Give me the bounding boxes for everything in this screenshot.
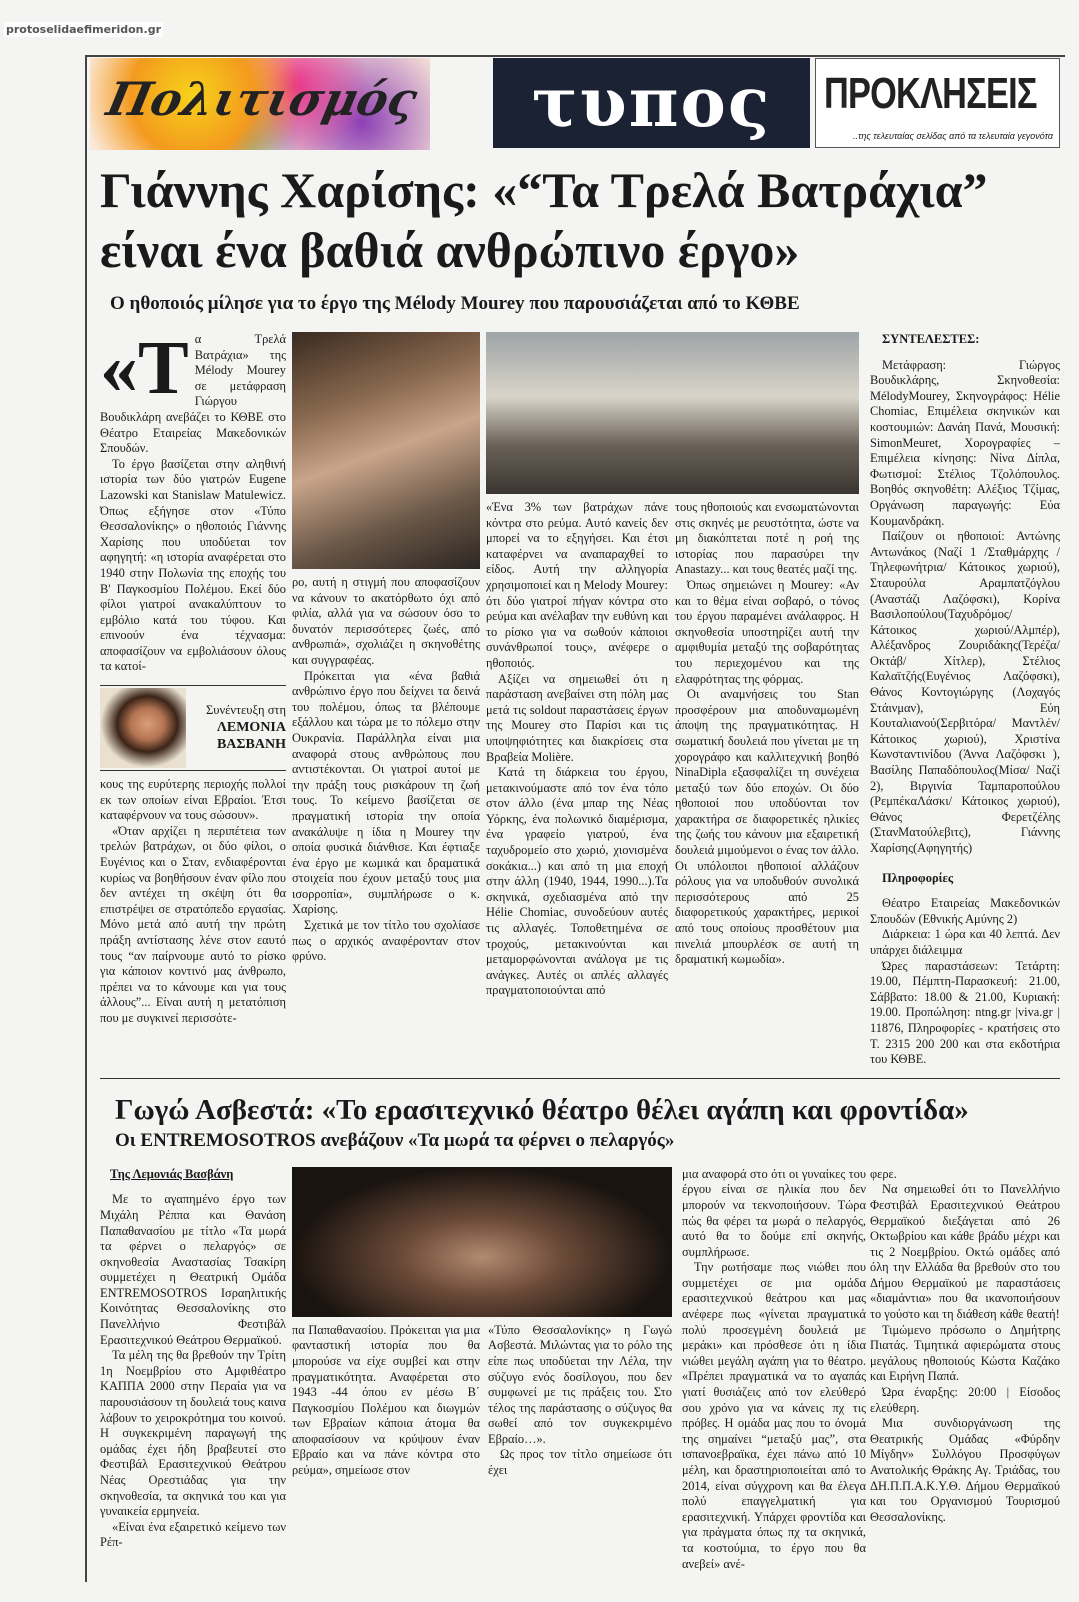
section-logo: Πολιτισμός bbox=[90, 58, 430, 150]
subheadline: Ο ηθοποιός μίλησε για το έργο της Mélody Mourey που παρουσιάζεται από το ΚΘΒΕ bbox=[110, 293, 800, 314]
article1-body bbox=[100, 326, 1060, 1068]
newspaper-logo: τυπος bbox=[493, 58, 810, 148]
article1-column-1-top: «Τ α Τρελά Βατράχια» της Mélody Mourey σε μετάφραση Γιώργου Βουδικλάρη ανεβάζει το ΚΘΒΕ στο Θέατρο Εταιρείας Μακεδονικών Σπουδών. Το έργο βασίζεται στην αληθινή ιστορία των δύο γιατρών Eugene Lazowski και Stanislaw Matulewicz. Όπως εξήγησε στον «Τύπο Θεσσαλονίκης» ο ηθοποιός Γιάννης Χαρίσης που υποδύεται τον αφηγητή: «η ιστορία αναφέρεται στο 1940 στην Πολωνία της εποχής του Β' Παγκοσμίου Πολέμου. Εκεί δύο φίλοι γιατροί ανακαλύπτουν το εμβόλιο κατά του τύφου. Και επινοούν ένα τέχνασμα: αποφασίζουν να εμβολιάσουν όλους τα κατοί- bbox=[100, 326, 286, 674]
article2-center bbox=[292, 1167, 672, 1479]
author-photo bbox=[100, 688, 186, 768]
credits-box: ΣΥΝΤΕΛΕΣΤΕΣ: Μετάφραση: Γιώργος Βουδικλάρης, Σκηνοθεσία: MélodyMourey, Σκηνογράφος: Hélie Chomiac, Επιμέλεια σκηνικών και κοστουμιών: Δανάη Πανά, Μουσική: SimonMeuret, Χορογραφίες – Επιμέλεια κίνησης: Νίνα Δίπλα, Φωτισμοί: Στέλιος Τζολόπουλος. Βοηθός σκηνοθέτη: Αλέξιος Τζίμας, Οργάνωση παραγωγής: Εύα Κουμανδράκη. Παίζουν οι ηθοποιοί: Αντώνης Αντωνάκος (Ναζί 1 /Σταθμάρχης /Τηλεφωνήτρια/ Κάτοικος χωριού), Σταυρούλα Αραμπατζόγλου (Αναστάζι Λαζόφσκι), Κορίνα Βασιλοπούλου(Ταχυδρόμος/ Κάτοικος χωριού/Αλμπέρ), Αλέξανδρος Ζουριδάκης(Τερέζα/ Οκτάβ/ Χίτλερ), Στέλιος Καλαϊτζής(Ευγένιος Λαζόφσκι), Θάνος Κοντογιώργης (Λοχαγός Στάινμαν), Εύη Κουταλιανού(Σερβιτόρα/ Μαντλέν/ Κάτοικος χωριού), Χριστίνα Κωνσταντινίδου (Άννα Λαζόφσκι ), Βασίλης Παπαδόπουλος(Μίσα/ Ναζί 2), Βιργινία Ταμπαροπούλου (ΡεμπέκαΛάσκι/ Κάτοικος χωριού), Θάνος Φερετζέλης (ΣτανΜατούλεβιτς), Γιάννης Χαρίσης(Αφηγητής) Πληροφορίες Θέατρο Εταιρείας Μακεδονικών Σπουδών (Εθνικής Αμύνης 2) Διάρκεια: 1 ώρα και 40 λεπτά. Δεν υπάρχει διάλειμμα Ώρες παραστάσεων: Τετάρτη: 19.00, Πέμπτη-Παρασκευή: 21.00, Σάββατο: 18.00 & 21.00, Κυριακή: 19.00. Προπώληση: ntng.gr |viva.gr | 11876, Πληροφορίες - κρατήσεις στο Τ. 2315 200 200 και στα εκδοτήρια του ΚΘΒΕ. bbox=[870, 332, 1060, 1067]
article1-column-2: ρο, αυτή η στιγμή που αποφασίζουν να κάνουν το ακατόρθωτο όχι από φιλία, αλλά για να σώσουν όσο το δυνατόν περισσότερες ζωές, από ανθρωπιά», σχολιάζει η σκηνοθέτης και συγγραφέας. Πρόκειται για «ένα βαθιά ανθρώπινο έργο που δείχνει τα δεινά του πολέμου, όπως τα βλέπουμε εξάλλου και τώρα με το πόλεμο στην Ουκρανία. Παράλληλα είναι μια αναφορά στους ανθρώπους που αντιστέκονται. Οι γιατροί αυτοί με την πράξη τους ρισκάρουν τη ζωή τους. Το κείμενο βασίζεται σε πραγματική ιστορία την οποία ανακάλυψε η ίδια η Mourey την οποία φυσικά διάνθισε. Και έφτιαξε ένα έργο με κωμικά και δραματικά στοιχεία που έχουν μεταξύ τους μια ισορροπία», συμπλήρωσε ο κ. Χαρίσης. Σχετικά με τον τίτλο του σχολίασε πως ο αρχικός αναφέρονταν στον φρύνο. bbox=[292, 332, 480, 965]
byline: Της Λεμονιάς Βασβάνη bbox=[110, 1166, 234, 1181]
credits-title: ΣΥΝΤΕΛΕΣΤΕΣ: bbox=[882, 332, 980, 346]
section-divider bbox=[100, 1078, 1060, 1079]
article2-body bbox=[100, 1167, 1060, 1572]
page-content bbox=[100, 0, 1060, 1602]
stage-photo bbox=[486, 332, 859, 494]
headline-line-1: Γιάννης Χαρίσης: «“Τα Τρελά Βατράχια” bbox=[100, 162, 988, 218]
article2-column-4: μια αναφορά στο ότι οι γυναίκες του έργου είναι σε ηλικία που δεν μπορούν να τεκνοποιήσουν. Τώρα πώς θα φέρει τα μωρά ο πελαργός, αυτό θα το δούμε επί σκηνής, συμπλήρωσε. Την ρωτήσαμε πως νιώθει που συμμετέχει σε μια ομάδα ερασιτεχνικού θεάτρου και μας ανέφερε πως «γίνεται πραγματικά πολύ προσεγμένη δουλειά με μεράκι» και πρόσθεσε ότι η ίδια νιώθει μεγάλη αγάπη για το θέατρο. «Πρέπει πραγματικά να το αγαπάς γιατί θυσιάζεις από τον ελεύθερό σου χρόνο για να κάνεις πχ τις πρόβες. Η ομάδα μας που το όνομά της σημαίνει “μεταξύ μας”, στα ισπανοεβραϊκα, έχει πάνω από 10 μέλη, και δραστηριοποιείται από το 2014, είναι σύγχρονη και θα έλεγα πολύ επαγγελματική για ερασιτεχνική. Υπάρχει φροντίδα και για πράγματα όπως πχ τα σκηνικά, τα κοστούμια, το έργο που θα ανεβεί» ανέ- bbox=[682, 1166, 866, 1571]
author-box: Συνέντευξη στη ΛΕΜΟΝΙΑ ΒΑΣΒΑΝΗ bbox=[100, 688, 286, 768]
article2-column-1: Της Λεμονιάς Βασβάνη Με το αγαπημένο έργο των Μιχάλη Ρέππα και Θανάση Παπαθανασίου με τίτλο «Τα μωρά τα φέρνει ο πελαργός» σε σκηνοθεσία Αναστασίας Τσακίρη συμμετέχει η Θεατρική Ομάδα ENTREMOSOTROS Ισραηλιτικής Κοινότητας Θεσσαλονίκης στο Πανελλήνιο Φεστιβάλ Ερασιτεχνικού Θεάτρου Θερμαϊκού. Τα μέλη της θα βρεθούν την Τρίτη 1η Νοεμβρίου στο Αμφιθέατρο ΚΑΠΠΑ 2000 στην Περαία για να παρουσιάσουν τη δουλειά τους καινα λάβουν το χειροκρότημα του κοινού. Η συγκεκριμένη παραγωγή της ομάδας έχει ήδη βραβευτεί στο Φεστιβάλ Ερασιτεχνικού Θεάτρου Νέας Ορεστιάδας για την σκηνοθεσία, τα σκηνικά του και για γυναικεία ερμηνεία. «Είναι ένα εξαιρετικό κείμενο των Ρέπ- bbox=[100, 1166, 286, 1550]
article2-subheadline: Οι ENTREMOSOTROS ανεβάζουν «Τα μωρά τα φέρνει ο πελαργός» bbox=[115, 1129, 675, 1151]
column-tagline: ..της τελευταίας σελίδας από τα τελευταία γεγονότα bbox=[853, 131, 1053, 141]
troupe-photo bbox=[292, 1167, 672, 1317]
article1-center bbox=[486, 332, 859, 999]
article1-column-1-bottom: κους της ευρύτερης περιοχής πολλοί εκ των οποίων είναι Εβραίοι. Έτσι καταφέρνουν να τους σώσουν». «Όταν αρχίζει η περιπέτεια των τρελών βατράχων, οι δύο φίλοι, ο Ευγένιος και ο Σταν, ενδιαφέρονται κυρίως να βοηθήσουν έναν φίλο που δεν αντέχει τη σκέψη ότι θα επιστρέψει σε στρατόπεδο εργασίας. Μόνο μετά από αυτή την πρώτη πράξη αντίστασης λένε στον εαυτό τους “αν παίρνουμε αυτό το ρίσκο για κάποιον κοντινό μας άνθρωπο, πρέπει να το κάνουμε και για τους άλλους”... Είναι αυτή η μετατόπιση που με συγκινεί περισσότε- bbox=[100, 777, 286, 1025]
article2-column-5: φερε. Να σημειωθεί ότι το Πανελλήνιο Φεστιβάλ Ερασιτεχνικού Θεάτρου Θερμαϊκού διεξάγεται από 26 Οκτωβρίου και κάθε βράδυ μέχρι και τις 2 Νοεμβρίου. Οκτώ ομάδες από όλη την Ελλάδα θα βρεθούν στο του Δήμου Θερμαϊκού με παραστάσεις «διαμάντια» που θα ικανοποιήσουν το γούστο και τη διάθεση κάθε θεατή! Τιμώμενο πρόσωπο ο Δημήτρης Πιατάς. Τιμητικά αφιερώματα στους μεγάλους ηθοποιούς Κώστα Καζάκο και Ειρήνη Παπά. Ώρα έναρξης: 20:00 | Είσοδος ελεύθερη. Μια συνδιοργάνωση της Θεατρικής Ομάδας «Φύρδην Μίγδην» Συλλόγου Προσφύγων Ανατολικής Θράκης Αγ. Τριάδας, του ΔΗ.Π.Π.Α.Κ.Υ.Θ. Δήμου Θερμαϊκού και του Οργανισμού Τουρισμού Θεσσαλονίκης. bbox=[870, 1166, 1060, 1524]
drop-cap: «Τ bbox=[100, 326, 189, 410]
column-logo: ΠΡΟΚΛΗΣΕΙΣ ..της τελευταίας σελίδας από τα τελευταία γεγονότα bbox=[815, 58, 1060, 148]
article1-column-4: τους ηθοποιούς και ενσωματώνονται στις σκηνές με ρευστότητα, ώστε να μη διακόπτεται ποτέ η ροή της ιστορίας που παρασύρει την Anastazy... και τους θεατές μαζί της. Όπως σημειώνει η Mourey: «Αν και το θέμα είναι σοβαρό, ο τόνος του έργου παραμένει ανάλαφρος. Η σκηνοθεσία υποστηρίζει αυτή την αμφιθυμία μεταξύ της σοβαρότητας του περιεχομένου και της ελαφρότητας της φόρμας. Οι αναμνήσεις του Stan προσφέρουν μια αποδυναμωμένη άποψη της πραγματικότητας. Η σωματική δουλειά που γίνεται με τη χορογράφο και καλλιτεχνική βοηθό NinaDipla εξασφαλίζει τη συνέχεια μεταξύ των δύο εποχών. Οι δύο ηθοποιοί που υποδύονται τον χαρακτήρα σε διαφορετικές ηλικίες της ζωής του κάνουν μια εξαιρετική δουλειά μιμούμενοι ο ένας τον άλλο. Οι υπόλοιποι ηθοποιοί αλλάζουν ρόλους για να υποδυθούν συνολικά περισσότερους από 25 διαφορετικούς χαρακτήρες, μερικοί από τους οποίους προσθέτουν μια πινελιά μπουρλέσκ σε αυτή τη δραματική κωμωδία». bbox=[675, 500, 859, 967]
article2-column-2: πα Παπαθανασίου. Πρόκειται για μια φανταστική ιστορία που θα μπορούσε να είχε συμβεί και στην πραγματικότητα. Αναφέρεται στο 1943 -44 όπου εν μέσω Β΄ Παγκοσμίου Πολέμου και διωγμών των Εβραίων κάποια άτομα θα αποφασίσουν να κρύψουν έναν Εβραίο και να πάνε κόντρα στο ρεύμα», σημείωσε στον bbox=[292, 1322, 480, 1478]
info-title: Πληροφορίες bbox=[882, 870, 954, 885]
headline-line-2: είναι ένα βαθιά ανθρώπινο έργο» bbox=[100, 222, 800, 278]
watermark: protoselidaefimeridon.gr bbox=[6, 23, 161, 36]
article1-column-1 bbox=[100, 326, 286, 1027]
actor-photo bbox=[292, 332, 480, 569]
article2-column-3: «Τύπο Θεσσαλονίκης» η Γωγώ Ασβεστά. Μιλώντας για το ρόλο της είπε πως υποδύεται την Λέλα, την σύζυγο ενός δοσίλογου, που δεν συμφωνεί με τις πράξεις του. Στο τέλος της παράστασης ο σύζυγος θα σωθεί από τον συγκεκριμένο Εβραίο…». Ως προς τον τίτλο σημείωσε ότι έχει bbox=[488, 1322, 672, 1478]
article1-column-3: «Ένα 3% των βατράχων πάνε κόντρα στο ρεύμα. Αυτό κανείς δεν μπορεί να το εξηγήσει. Και έτσι καταφέρνει να αναπαραχθεί το είδος. Αυτή την αλληγορία χρησιμοποιεί και η Melody Mourey: ότι δύο γιατροί πήγαν κόντρα στο ρεύμα και ανέλαβαν την ευθύνη και το ρίσκο για να σωθούν κάποιοι συνάνθρωποί τους», ανέφερε ο ηθοποιός. Αξίζει να σημειωθεί ότι η παράσταση ανεβαίνει στη πόλη μας μετά τις soldout παραστάσεις έργων της Mourey στο Παρίσι και τις υποψηφιότητες και διακρίσεις στα Βραβεία Molière. Κατά τη διάρκεια του έργου, μετακινούμαστε από τον ένα τόπο στον άλλο (ένα μπαρ της Νέας Υόρκης, ένα πολωνικό διαμέρισμα, ένα γραφείο γιατρού, ένα ταχυδρομείο στο χωριό, χιονισμένα σοκάκια...) και από τη μια εποχή στην άλλη (1940, 1944, 1990...).Τα σκηνικά, σχεδιασμένα από την Hélie Chomiac, συνοδεύουν αυτές τις αλλαγές. Τοποθετημένα σε τροχούς, μετακινούνται και μεταμορφώνονται ανάλογα με τις ανάγκες. Αυτές οι απλές αλλαγές πραγματοποιούνται από bbox=[486, 500, 668, 998]
article2-headline: Γωγώ Ασβεστά: «Το ερασιτεχνικό θέατρο θέλει αγάπη και φροντίδα» bbox=[115, 1093, 969, 1126]
